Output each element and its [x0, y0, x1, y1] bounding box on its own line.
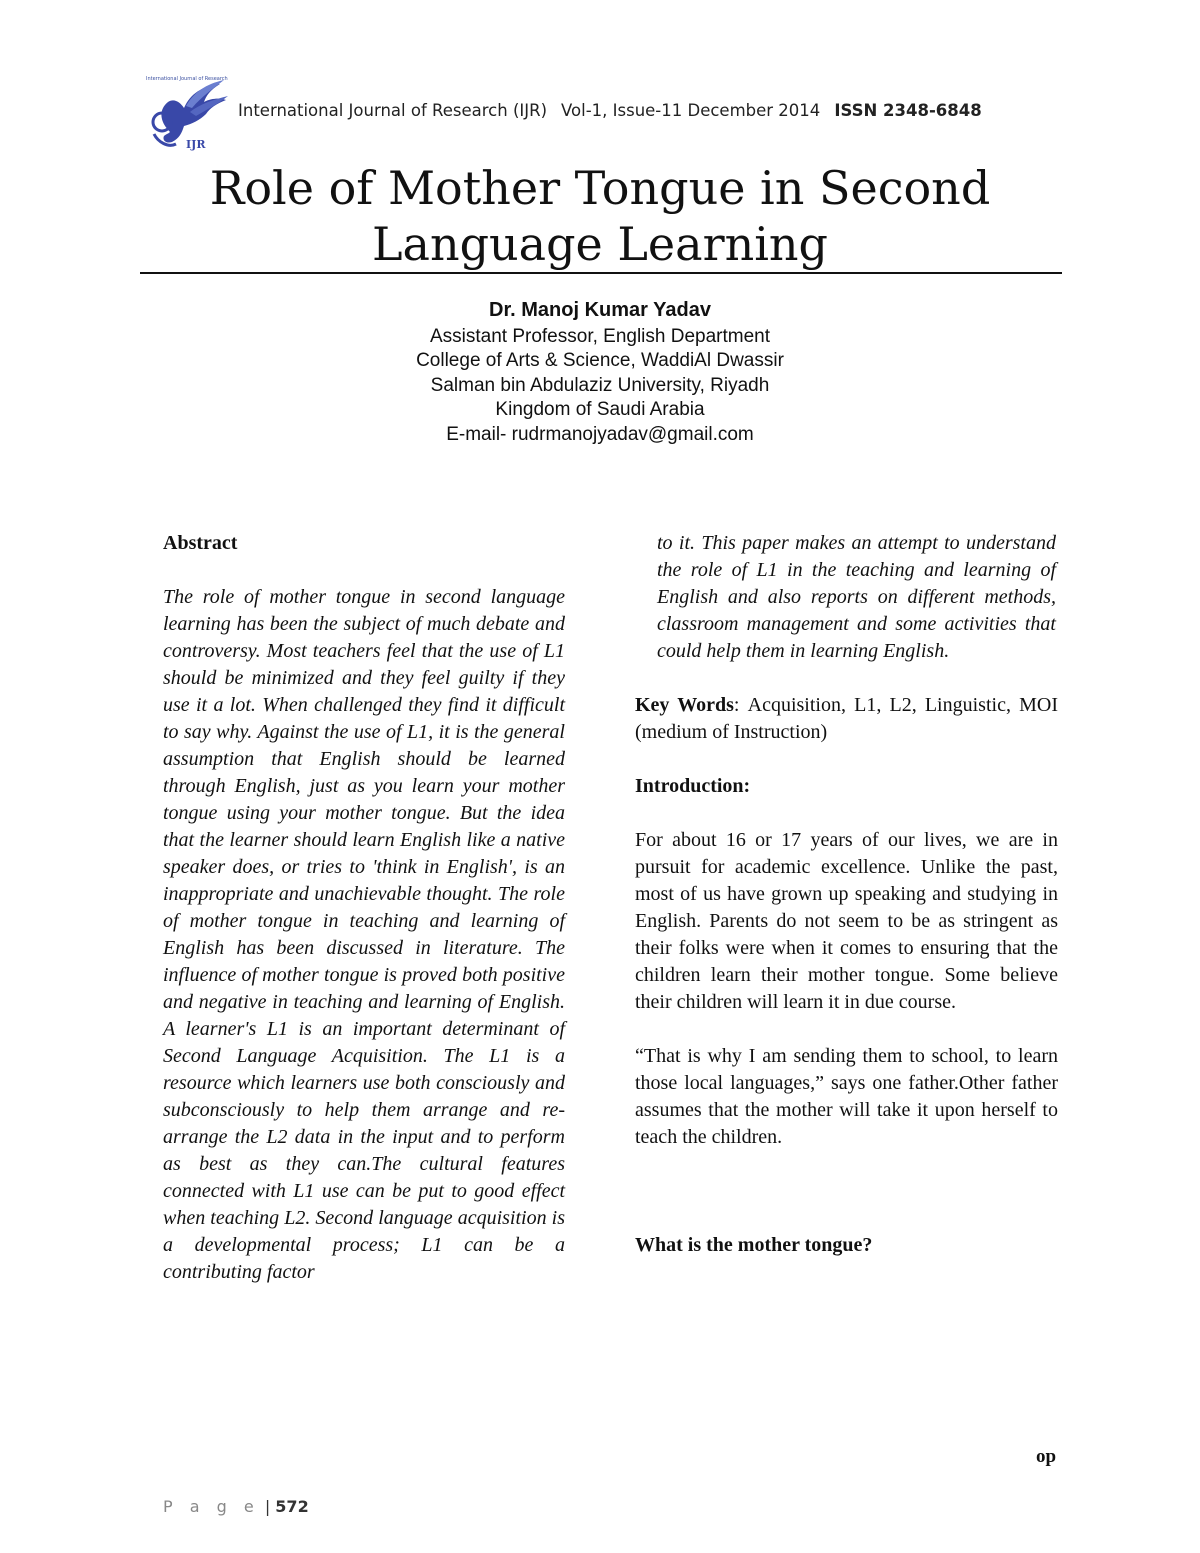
logo-caption: International Journal of Research — [146, 76, 228, 82]
left-column — [163, 530, 565, 1286]
author-college: College of Arts & Science, WaddiAl Dwassir — [416, 350, 784, 371]
author-name: Dr. Manoj Kumar Yadav — [489, 299, 711, 321]
logo-text: IJR — [186, 138, 206, 151]
page-footer — [163, 1497, 309, 1516]
paper-title — [140, 160, 1060, 272]
keywords-text: Acquisition, L1, L2, Linguistic, MOI (medium of Instruction) — [635, 694, 1058, 743]
journal-name: International Journal of Research (IJR) — [238, 101, 548, 120]
title-line-2: Language Learning — [372, 217, 828, 271]
journal-logo — [140, 72, 232, 156]
author-email: E-mail- rudrmanojyadav@gmail.com — [446, 423, 754, 445]
author-position: Assistant Professor, English Department — [429, 325, 771, 347]
keywords — [635, 692, 1058, 746]
page-number: 572 — [275, 1497, 309, 1516]
page-divider: | — [264, 1497, 271, 1516]
corner-text: op — [1036, 1446, 1057, 1467]
journal-volume: Vol-1, Issue-11 December 2014 — [561, 101, 821, 120]
abstract-heading: Abstract — [163, 532, 238, 554]
author-university: Salman bin Abdulaziz University, Riyadh — [430, 374, 770, 396]
author-country: Kingdom of Saudi Arabia — [495, 399, 705, 420]
section-heading-mother-tongue: What is the mother tongue? — [635, 1234, 873, 1256]
introduction-paragraph-2: “That is why I am sending them to school, to learn those local languages,” says one father.Other father assumes that the mother will take it upon herself to teach the children. — [635, 1045, 1058, 1148]
right-column — [635, 530, 1058, 1259]
title-line-1: Role of Mother Tongue in Second — [209, 161, 991, 215]
page-label: P a g e — [163, 1497, 260, 1516]
abstract-text: The role of mother tongue in second language learning has been the subject of much debate and controversy. Most teachers feel that the use of L1 should be minimized and they feel guilty if they use it a lot. When challenged they find it difficult to say why. Against the use of L1, it is the general assumption that English should be learned through English, just as you learn your mother tongue using your mother tongue. But the idea that the learner should learn English like a native speaker does, or tries to 'think in English', is an inappropriate and unachievable thought. The role of mother tongue in teaching and learning of English has been discussed in literature. The influence of mother tongue is proved both positive and negative in teaching and learning of English. A learner's L1 is an important determinant of Second Language Acquisition. The L1 is a resource which learners use both consciously and subconsciously to help them arrange and re-arrange the L2 data in the input and to perform as best as they can.The cultural features connected with L1 use can be put to good effect when teaching L2. Second language acquisition is a developmental process; L1 can be a contributing factor — [163, 586, 565, 1283]
journal-header — [238, 101, 982, 120]
introduction-paragraph-1: For about 16 or 17 years of our lives, we are in pursuit for academic excellence. Unlike the past, most of us have grown up speaking and studying in English. Parents do not seem to be as stringent as their folks were when it comes to ensuring that the children learn their mother tongue. Some believe their children will learn it in due course. — [635, 829, 1058, 1013]
keywords-label: Key Words — [635, 694, 734, 716]
keywords-colon: : — [733, 694, 740, 716]
abstract-text-continued: to it. This paper makes an attempt to understand the role of L1 in the teaching and learning of English and also reports on different methods, classroom management and some activities that could help them in learning English. — [657, 532, 1056, 662]
journal-issn: ISSN 2348-6848 — [834, 101, 982, 120]
title-divider — [140, 272, 1062, 274]
author-block — [140, 298, 1060, 447]
introduction-heading: Introduction: — [635, 775, 751, 797]
